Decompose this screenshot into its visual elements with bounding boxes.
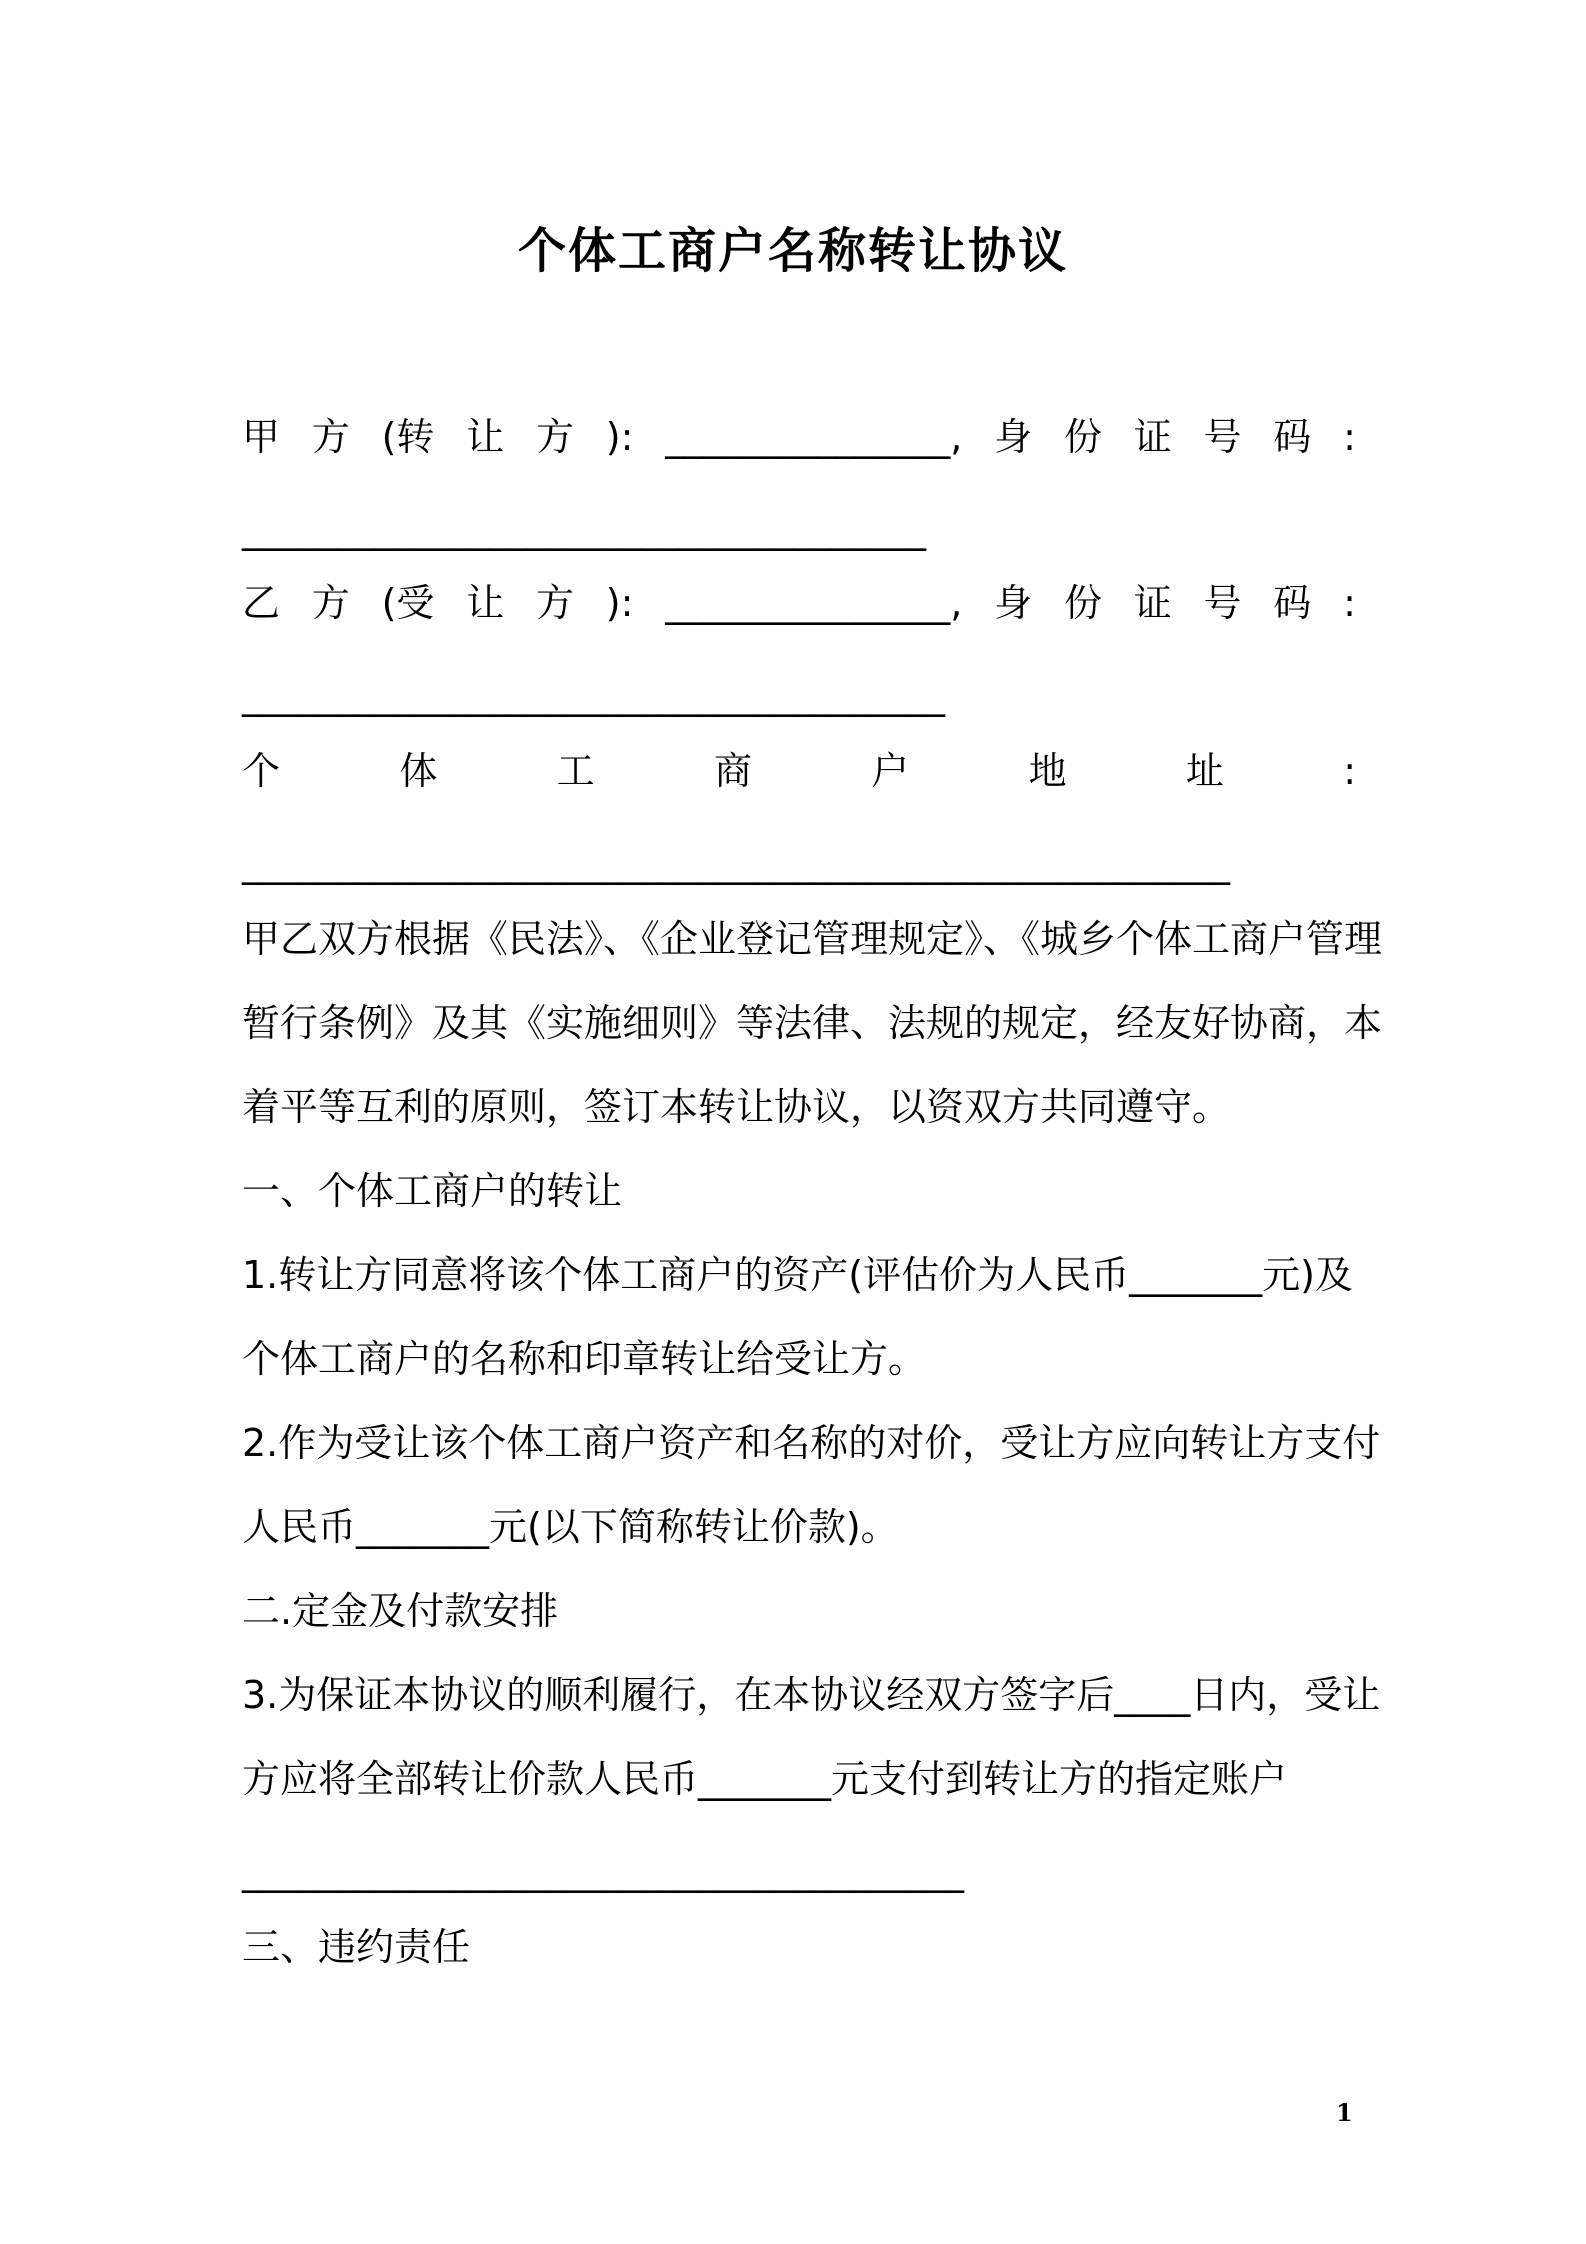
address-char: 体 (399, 749, 438, 793)
party-a-char: 让 (466, 415, 505, 459)
page-number: 1 (1336, 2098, 1353, 2127)
section-heading: 一、个体工商户的转让 (242, 1169, 623, 1213)
clause-line: 3.为保证本协议的顺利履行，在本协议经双方签字后____日内，受让 (242, 1673, 1381, 1717)
section-heading: 三、违约责任 (242, 1925, 471, 1969)
party-b-id-blank: _____________________________________ (242, 673, 945, 717)
party-b-char: (受 (381, 581, 435, 625)
address-char: 户 (871, 749, 910, 793)
party-b-char: 码 (1273, 581, 1312, 625)
party-b-char: 让 (466, 581, 505, 625)
party-b-line (242, 581, 1356, 625)
party-a-char: : (1343, 415, 1356, 459)
party-b-char: 身 (994, 581, 1033, 625)
party-a-char: 证 (1133, 415, 1172, 459)
party-a-char: 方 (536, 415, 575, 459)
intro-line: 甲乙双方根据《民法》、《企业登记管理规定》、《城乡个体工商户管理 (242, 917, 1383, 961)
address-blank: ____________________________________________________ (242, 841, 1230, 885)
address-char: 个 (242, 749, 281, 793)
section-heading: 二.定金及付款安排 (242, 1589, 559, 1633)
party-b-char: 方 (536, 581, 575, 625)
clause-line: 方应将全部转让价款人民币_______元支付到转让方的指定账户 (242, 1757, 1288, 1801)
clause-line: 个体工商户的名称和印章转让给受让方。 (242, 1337, 927, 1381)
party-b-char: 证 (1133, 581, 1172, 625)
clause-line: 1.转让方同意将该个体工商户的资产(评估价为人民币_______元)及 (242, 1253, 1353, 1297)
party-b-char: : (1343, 581, 1356, 625)
address-char: 工 (556, 749, 595, 793)
party-a-char: 号 (1203, 415, 1242, 459)
page-title: 个体工商户名称转让协议 (517, 223, 1068, 279)
address-char: 址 (1185, 749, 1224, 793)
party-b-char: 方 (311, 581, 350, 625)
address-char: 地 (1028, 749, 1067, 793)
party-a-id-blank: ____________________________________ (242, 507, 926, 551)
party-a-char: 身 (994, 415, 1033, 459)
party-b-name-blank: _______________, (665, 581, 963, 625)
party-b-char: ): (605, 581, 634, 625)
party-a-line (242, 415, 1356, 459)
party-a-char: 份 (1063, 415, 1102, 459)
party-b-char: 号 (1203, 581, 1242, 625)
party-b-char: 乙 (242, 581, 281, 625)
party-a-char: (转 (381, 415, 435, 459)
address-line (242, 749, 1356, 793)
account-blank: ______________________________________ (242, 1849, 964, 1893)
party-b-char: 份 (1063, 581, 1102, 625)
address-char: : (1343, 749, 1356, 793)
party-a-char: 码 (1273, 415, 1312, 459)
address-char: 商 (713, 749, 752, 793)
clause-line: 人民币_______元(以下简称转让价款)。 (242, 1505, 899, 1549)
party-a-char: 方 (311, 415, 350, 459)
party-a-char: ): (605, 415, 634, 459)
party-a-name-blank: _______________, (665, 415, 963, 459)
clause-line: 2.作为受让该个体工商户资产和名称的对价，受让方应向转让方支付 (242, 1421, 1381, 1465)
party-a-char: 甲 (242, 415, 281, 459)
intro-line: 暂行条例》及其《实施细则》等法律、法规的规定，经友好协商，本 (242, 1001, 1383, 1045)
intro-line: 着平等互利的原则，签订本转让协议，以资双方共同遵守。 (242, 1085, 1231, 1129)
